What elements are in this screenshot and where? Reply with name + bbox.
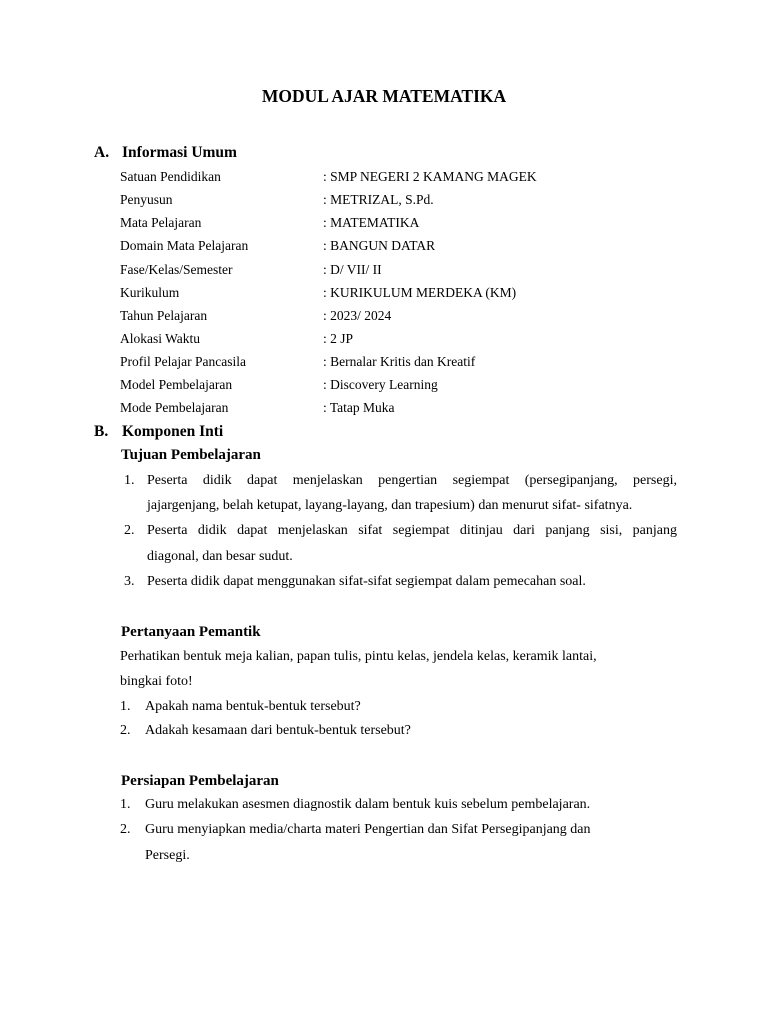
list-number: 3. [124, 574, 135, 589]
info-label: Mata Pelajaran [120, 215, 202, 230]
list-number: 1. [120, 699, 131, 714]
info-label: Model Pembelajaran [120, 377, 233, 392]
pemantik-intro [120, 649, 650, 665]
section-a-title: Informasi Umum [122, 144, 237, 161]
tujuan-heading: Tujuan Pembelajaran [121, 447, 261, 463]
info-value: : KURIKULUM MERDEKA (KM) [323, 285, 517, 300]
list-item-text: Adakah kesamaan dari bentuk-bentuk tersebut? [145, 723, 411, 738]
list-number: 1. [124, 473, 135, 488]
list-number: 2. [120, 723, 131, 738]
info-label: Mode Pembelajaran [120, 400, 229, 415]
info-label: Penyusun [120, 192, 173, 207]
list-item-line-2: jajargenjang, belah ketupat, layang-layang, dan trapesium) dan menurut sifat- sifatnya. [147, 498, 633, 513]
list-item-line [147, 473, 677, 489]
pemantik-heading: Pertanyaan Pemantik [121, 624, 261, 640]
document-title: MODUL AJAR MATEMATIKA [261, 86, 507, 106]
persiapan-heading: Persiapan Pembelajaran [121, 773, 279, 789]
list-item-text: Guru menyiapkan media/charta materi Pengertian dan Sifat Persegipanjang dan [145, 822, 591, 837]
info-value: : Discovery Learning [323, 377, 438, 392]
list-number: 2. [120, 822, 131, 837]
info-value: : 2023/ 2024 [323, 308, 392, 323]
info-value: : 2 JP [323, 331, 354, 346]
list-item-text: Peserta didik dapat menjelaskan pengertian segiempat (persegipanjang, persegi, [147, 473, 677, 488]
info-value: : Bernalar Kritis dan Kreatif [323, 354, 476, 369]
section-b-letter: B. [94, 423, 109, 440]
info-label: Satuan Pendidikan [120, 169, 221, 184]
info-value: : MATEMATIKA [323, 215, 420, 230]
list-item-line-2: diagonal, dan besar sudut. [147, 549, 293, 564]
list-item-text: Apakah nama bentuk-bentuk tersebut? [145, 699, 361, 714]
info-label: Kurikulum [120, 285, 180, 300]
info-label: Tahun Pelajaran [120, 308, 208, 323]
info-value: : D/ VII/ II [323, 262, 382, 277]
info-label: Profil Pelajar Pancasila [120, 354, 246, 369]
pemantik-intro-line-1: Perhatikan bentuk meja kalian, papan tulis, pintu kelas, jendela kelas, keramik lantai, [120, 649, 597, 664]
info-value: : BANGUN DATAR [323, 238, 436, 253]
pemantik-intro-line-2: bingkai foto! [120, 674, 193, 689]
list-item-line-2: Persegi. [145, 848, 190, 863]
info-value: : Tatap Muka [323, 400, 395, 415]
list-number: 2. [124, 523, 135, 538]
info-label: Alokasi Waktu [120, 331, 201, 346]
info-value: : SMP NEGERI 2 KAMANG MAGEK [323, 169, 537, 184]
list-number: 1. [120, 797, 131, 812]
list-item-text: Guru melakukan asesmen diagnostik dalam bentuk kuis sebelum pembelajaran. [145, 797, 591, 812]
section-a-letter: A. [94, 144, 110, 161]
section-b-heading [94, 423, 223, 441]
info-label: Fase/Kelas/Semester [120, 262, 233, 277]
list-item-text: Peserta didik dapat menjelaskan sifat segiempat ditinjau dari panjang sisi, panjang [147, 523, 677, 538]
info-label: Domain Mata Pelajaran [120, 238, 249, 253]
list-item-line [147, 523, 677, 539]
section-a-heading [94, 144, 237, 162]
list-item-text: Peserta didik dapat menggunakan sifat-sifat segiempat dalam pemecahan soal. [147, 574, 586, 589]
info-value: : METRIZAL, S.Pd. [323, 192, 434, 207]
section-b-title: Komponen Inti [122, 423, 224, 440]
